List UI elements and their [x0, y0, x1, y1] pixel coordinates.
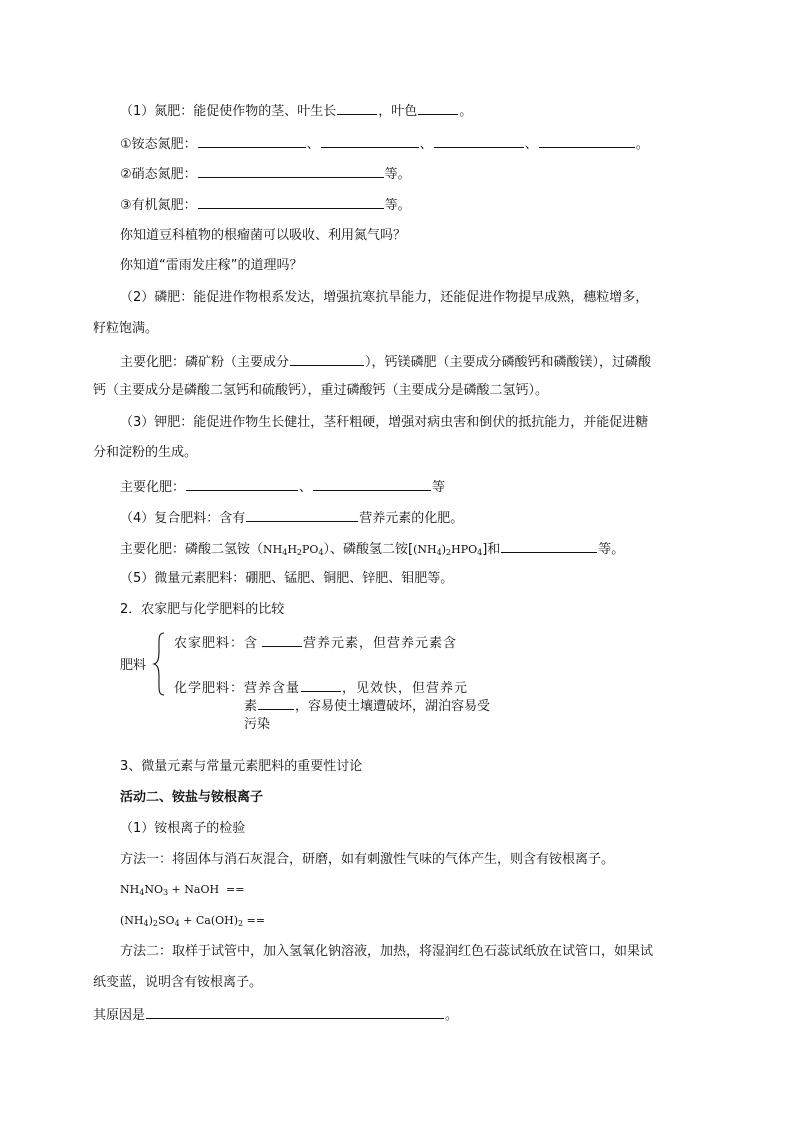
blank-field[interactable]: [198, 194, 384, 209]
blank-field[interactable]: [198, 133, 306, 148]
compound-main-text: ]和: [482, 542, 501, 557]
method-one: 方法一：将固体与消石灰混合，研磨，如有刺激性气味的气体产生，则含有铵根离子。: [120, 852, 615, 867]
equation-part: (NH: [120, 914, 144, 927]
nitrate-nitrogen-line: [120, 163, 411, 185]
chem-fertilizer-line-3: 污染: [244, 717, 271, 732]
nitrogen-intro: [120, 100, 472, 122]
nitrogen-intro-text: （1）氮肥：能促使作物的茎、叶生长: [120, 104, 337, 119]
potassium-desc-2: 分和淀粉的生成。: [93, 445, 198, 460]
blank-field[interactable]: [301, 677, 341, 692]
blank-field[interactable]: [321, 133, 419, 148]
phosphorus-desc-2: 籽粒饱满。: [93, 321, 159, 336]
phosphorus-main-1: [120, 351, 651, 373]
farm-text: 农家肥料：含: [174, 636, 259, 651]
compound-main-text: ）、磷酸氢二铵[: [323, 542, 414, 557]
equation-part: ==: [243, 914, 266, 927]
brace-icon: [152, 631, 166, 697]
blank-field[interactable]: [258, 695, 294, 710]
method-two-1: 方法二：取样于试管中，加入氢氧化钠溶液，加热，将湿润红色石蕊试纸放在试管口，如果试: [120, 944, 654, 959]
etc-text: 等: [432, 480, 446, 495]
blank-field[interactable]: [434, 133, 524, 148]
separator: 、: [419, 137, 433, 152]
punct: 。: [635, 137, 649, 152]
question-root-nodules: 你知道豆科植物的根瘤菌可以吸收、利用氮气吗？: [120, 228, 407, 243]
formula-part: HPO: [451, 543, 478, 556]
chem-text: 化学肥料：营养含量: [174, 681, 301, 696]
blank-field[interactable]: [146, 1004, 444, 1019]
potassium-main: [120, 476, 445, 498]
punct: 。: [459, 104, 473, 119]
etc-text: 等。: [598, 542, 625, 557]
ammonium-label: ①铵态氮肥：: [120, 137, 197, 152]
chem-text: 素: [244, 699, 258, 714]
etc-text: 等。: [384, 167, 411, 182]
phosphorus-desc-1: （2）磷肥：能促进作物根系发达，增强抗寒抗旱能力，还能促进作物提早成熟，穗粒增多，: [120, 290, 649, 305]
compound-text: （4）复合肥料：含有: [120, 511, 246, 526]
separator: 、: [524, 137, 538, 152]
blank-field[interactable]: [418, 100, 458, 115]
blank-field[interactable]: [262, 632, 302, 647]
method-two-2: 纸变蓝，说明含有铵根离子。: [93, 975, 263, 990]
chem-fertilizer-line-2: [244, 695, 490, 717]
compound-desc: [120, 507, 463, 529]
potassium-main-label: 主要化肥：: [120, 480, 186, 495]
formula-part: H: [287, 543, 297, 556]
nitrate-label: ②硝态氮肥：: [120, 167, 197, 182]
blank-field[interactable]: [186, 476, 298, 491]
compound-main: [120, 538, 624, 563]
organic-nitrogen-line: [120, 194, 411, 216]
blank-field[interactable]: [501, 538, 597, 553]
blank-field[interactable]: [290, 351, 364, 366]
farm-manure-line: [174, 632, 457, 654]
equation-part: NO: [144, 883, 163, 896]
formula-part: ): [441, 543, 447, 556]
equation-2: $(NH_4)_2SO_4 + Ca(OH)_2$ ==: [120, 914, 266, 928]
formula-part: PO: [302, 543, 319, 556]
separator: 、: [299, 480, 313, 495]
equation-part: ): [148, 914, 153, 927]
fertilizer-label: 肥料: [120, 658, 147, 673]
equation-part: SO: [158, 914, 175, 927]
micro-fertilizer: （5）微量元素肥料：硼肥、锰肥、铜肥、锌肥、钼肥等。: [120, 571, 454, 586]
organic-label: ③有机氮肥：: [120, 198, 197, 213]
discussion-heading: 3、微量元素与常量元素肥料的重要性讨论: [120, 759, 363, 774]
phosphorus-main-2: 钙（主要成分是磷酸二氢钙和硫酸钙），重过磷酸钙（主要成分是磷酸二氢钙）。: [93, 383, 549, 398]
chem-text: ，容易使土壤遭破坏，湖泊容易受: [295, 699, 491, 714]
equation-1: $NH_4NO_3$ + NaOH ==: [120, 883, 245, 897]
formula-nh42hpo4: $(NH_4)_2HPO_4$: [413, 543, 483, 557]
nitrogen-intro-text: ，叶色: [378, 104, 418, 119]
chem-text: ，见效快，但营养元: [342, 681, 469, 696]
blank-field[interactable]: [313, 476, 431, 491]
activity-two-title: 活动二、铵盐与铵根离子: [120, 790, 264, 805]
reason-label: 其原因是: [93, 1008, 146, 1023]
ammonium-nitrogen-line: [120, 133, 649, 155]
compound-text: 营养元素的化肥。: [359, 511, 464, 526]
phosphorus-main-text: 主要化肥：磷矿粉（主要成分: [120, 355, 290, 370]
ammonium-test-heading: （1）铵根离子的检验: [120, 821, 246, 836]
question-thunder: 你知道“雷雨发庄稼”的道理吗？: [120, 258, 303, 273]
separator: 、: [306, 137, 320, 152]
potassium-desc-1: （3）钾肥：能促进作物生长健壮，茎秆粗硬，增强对病虫害和倒伏的抵抗能力，并能促进糖: [120, 415, 649, 430]
reason-line: [93, 1004, 458, 1026]
blank-field[interactable]: [539, 133, 635, 148]
blank-field[interactable]: [246, 507, 358, 522]
farm-text: 营养元素，但营养元素含: [303, 636, 458, 651]
formula-part: (NH: [413, 543, 437, 556]
etc-text: 等。: [384, 198, 411, 213]
compound-main-text: 主要化肥：磷酸二氢铵（: [120, 542, 264, 557]
phosphorus-main-text: ），钙镁磷肥（主要成分磷酸钙和磷酸镁），过磷酸: [365, 355, 652, 370]
formula-nh4h2po4: $NH_4H_2PO_4$: [263, 543, 324, 557]
equation-part: NH: [120, 883, 140, 896]
formula-part: NH: [263, 543, 283, 556]
blank-field[interactable]: [198, 163, 384, 178]
equation-part: + Ca(OH): [179, 914, 239, 927]
equation-part: + NaOH ==: [168, 883, 245, 896]
blank-field[interactable]: [337, 100, 377, 115]
punct: 。: [445, 1008, 459, 1023]
comparison-heading: 2．农家肥与化学肥料的比较: [120, 602, 285, 617]
